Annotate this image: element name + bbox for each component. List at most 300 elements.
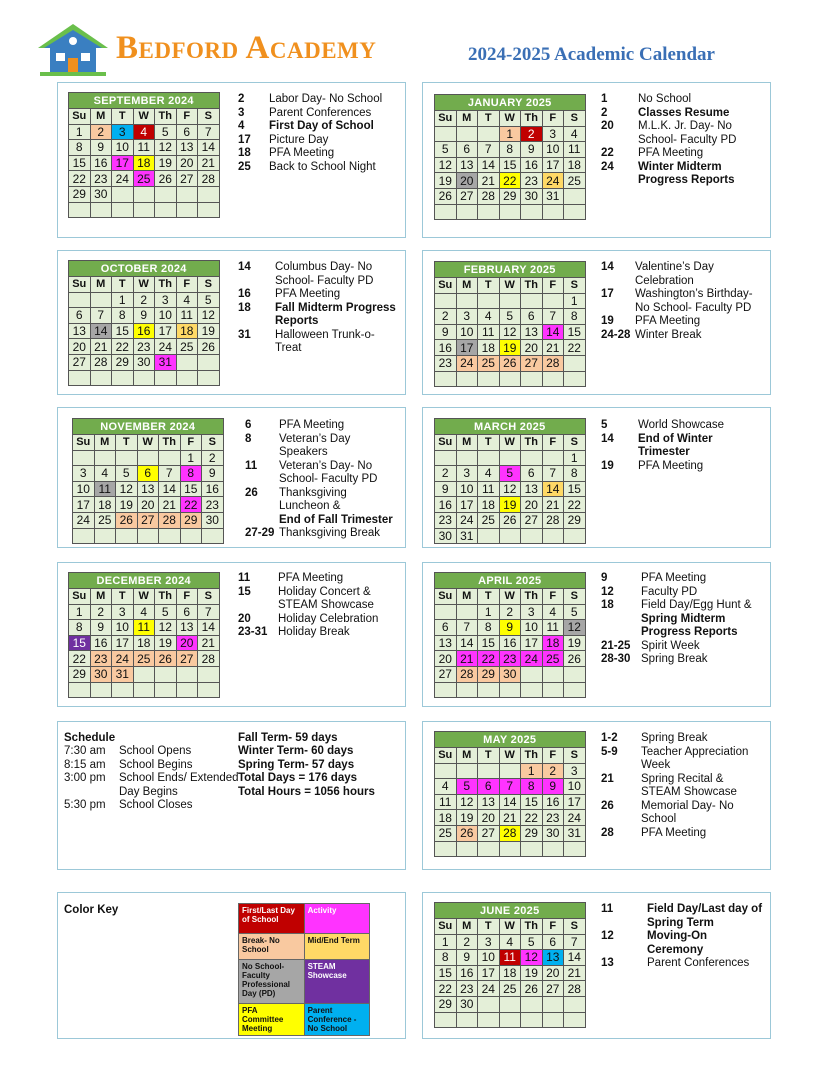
day-cell	[198, 354, 220, 370]
day-cell	[542, 204, 564, 220]
day-cell: 17	[73, 497, 95, 513]
event-text: PFA Meeting	[638, 147, 704, 159]
event-text: Halloween Trunk-o-Treat	[275, 328, 375, 354]
day-cell: 8	[478, 620, 500, 636]
event-date: 9	[601, 572, 608, 584]
day-cell	[499, 293, 521, 309]
schedule-desc: School Closes	[119, 799, 193, 812]
weekday-header: S	[202, 435, 224, 451]
event-item	[238, 120, 398, 134]
weekday-header: M	[456, 435, 478, 451]
day-cell: 12	[155, 620, 177, 636]
day-cell: 29	[499, 188, 521, 204]
day-cell: 19	[499, 497, 521, 513]
event-text: Field Day/Last day of Spring Term	[647, 903, 763, 929]
weekday-header: M	[94, 435, 116, 451]
day-cell: 8	[435, 950, 457, 966]
day-cell: 1	[564, 450, 586, 466]
day-cell: 8	[69, 620, 91, 636]
weekday-header: Th	[521, 748, 543, 764]
day-cell: 17	[521, 635, 543, 651]
weekday-header: F	[180, 435, 202, 451]
day-cell: 30	[202, 512, 224, 528]
event-item	[238, 586, 398, 613]
day-cell	[499, 996, 521, 1012]
day-cell: 30	[499, 666, 521, 682]
day-cell: 25	[499, 981, 521, 997]
day-cell: 29	[564, 512, 586, 528]
event-date: 1-2	[601, 732, 618, 744]
day-cell: 18	[94, 497, 116, 513]
day-cell	[456, 371, 478, 387]
term-line: Fall Term- 59 days	[238, 732, 338, 744]
day-cell: 6	[176, 604, 198, 620]
day-cell: 27	[521, 512, 543, 528]
event-item	[601, 261, 766, 288]
event-date: 4	[238, 120, 245, 132]
day-cell	[133, 202, 155, 218]
day-cell	[478, 1012, 500, 1028]
weekday-header: W	[499, 435, 521, 451]
weekday-header: Su	[69, 277, 91, 293]
day-cell: 4	[478, 466, 500, 482]
calendar-september	[68, 92, 220, 218]
event-date: 11	[245, 459, 258, 472]
brand-name: Bedford Academy	[116, 30, 377, 66]
weekday-header: M	[456, 278, 478, 294]
events-april	[601, 572, 766, 667]
day-cell: 18	[176, 323, 198, 339]
day-cell	[435, 371, 457, 387]
day-cell: 22	[564, 340, 586, 356]
calendar-november	[72, 418, 224, 544]
day-cell: 18	[564, 157, 586, 173]
day-cell: 26	[435, 188, 457, 204]
day-cell: 8	[564, 466, 586, 482]
day-cell: 11	[478, 481, 500, 497]
event-text: Spirit Week	[641, 639, 700, 652]
day-cell: 29	[478, 666, 500, 682]
day-cell: 2	[133, 292, 155, 308]
schedule-row	[64, 799, 239, 812]
day-cell: 16	[90, 155, 112, 171]
weekday-header: Th	[521, 278, 543, 294]
day-cell: 12	[155, 140, 177, 156]
event-date: 21-25	[601, 639, 631, 652]
day-cell: 21	[564, 965, 586, 981]
day-cell	[116, 450, 138, 466]
day-cell: 1	[69, 604, 91, 620]
weekday-header: S	[564, 435, 586, 451]
color-key-item: STEAM Showcase	[304, 960, 369, 1004]
schedule-title: Schedule	[64, 732, 116, 744]
day-cell: 29	[112, 354, 134, 370]
day-cell: 25	[133, 651, 155, 667]
event-item	[245, 514, 395, 528]
day-cell	[176, 682, 198, 698]
weekday-header: S	[564, 748, 586, 764]
events-november	[245, 419, 395, 541]
schedule-row	[64, 772, 239, 799]
event-item	[601, 957, 766, 971]
day-cell: 22	[564, 497, 586, 513]
event-date: 16	[238, 288, 251, 300]
day-cell	[564, 1012, 586, 1028]
schedule-row	[64, 759, 239, 772]
day-cell: 27	[176, 171, 198, 187]
day-cell: 13	[456, 157, 478, 173]
weekday-header: F	[542, 919, 564, 935]
day-cell: 4	[542, 604, 564, 620]
event-date: 14	[601, 432, 614, 445]
day-cell: 13	[435, 635, 457, 651]
event-text: PFA Meeting	[279, 419, 345, 431]
day-cell: 20	[456, 173, 478, 189]
day-cell: 14	[564, 950, 586, 966]
day-cell: 23	[499, 651, 521, 667]
day-cell	[499, 841, 521, 857]
month-name: SEPTEMBER 2024	[69, 93, 220, 109]
day-cell: 15	[69, 155, 91, 171]
event-date: 1	[601, 93, 608, 105]
day-cell	[112, 682, 134, 698]
day-cell	[499, 682, 521, 698]
day-cell: 2	[202, 450, 224, 466]
schedule	[64, 732, 239, 812]
day-cell	[435, 763, 457, 779]
weekday-header: Su	[73, 435, 95, 451]
event-item	[601, 161, 766, 188]
day-cell	[478, 126, 500, 142]
day-cell: 24	[542, 173, 564, 189]
day-cell: 17	[112, 635, 134, 651]
day-cell	[521, 841, 543, 857]
day-cell	[564, 188, 586, 204]
day-cell: 24	[478, 981, 500, 997]
day-cell	[435, 204, 457, 220]
event-date: 17	[601, 288, 614, 300]
day-cell: 24	[155, 339, 177, 355]
weekday-header: M	[90, 589, 112, 605]
day-cell: 24	[112, 651, 134, 667]
weekday-header: W	[499, 278, 521, 294]
day-cell: 12	[435, 157, 457, 173]
day-cell: 9	[90, 620, 112, 636]
day-cell: 14	[90, 323, 112, 339]
day-cell	[456, 1012, 478, 1028]
day-cell	[155, 202, 177, 218]
day-cell: 7	[456, 620, 478, 636]
day-cell: 17	[155, 323, 177, 339]
event-date: 11	[601, 903, 614, 915]
day-cell	[435, 126, 457, 142]
day-cell: 22	[478, 651, 500, 667]
day-cell: 15	[112, 323, 134, 339]
weekday-header: W	[137, 435, 159, 451]
weekday-header: F	[542, 111, 564, 127]
day-cell	[73, 450, 95, 466]
weekday-header: S	[564, 278, 586, 294]
event-item	[601, 732, 766, 746]
day-cell	[112, 186, 134, 202]
event-item	[601, 827, 766, 841]
event-item	[601, 460, 766, 474]
day-cell: 9	[202, 466, 224, 482]
event-text: Valentine’s Day Celebration	[635, 261, 714, 287]
day-cell	[69, 292, 91, 308]
day-cell: 6	[69, 308, 91, 324]
event-date	[601, 613, 641, 640]
day-cell: 5	[198, 292, 220, 308]
day-cell	[180, 528, 202, 544]
day-cell: 29	[69, 186, 91, 202]
day-cell: 24	[456, 512, 478, 528]
day-cell: 14	[499, 794, 521, 810]
day-cell: 2	[499, 604, 521, 620]
day-cell: 4	[499, 934, 521, 950]
event-text: End of Winter Trimester	[638, 432, 713, 458]
event-item	[601, 572, 766, 586]
day-cell	[435, 450, 457, 466]
day-cell: 3	[521, 604, 543, 620]
term-summary	[238, 732, 375, 799]
day-cell: 5	[499, 466, 521, 482]
event-date: 18	[238, 301, 251, 314]
day-cell	[112, 370, 134, 386]
day-cell	[521, 371, 543, 387]
day-cell	[478, 841, 500, 857]
event-date: 26	[601, 799, 614, 812]
day-cell	[456, 126, 478, 142]
day-cell	[478, 371, 500, 387]
day-cell	[542, 450, 564, 466]
day-cell: 28	[478, 188, 500, 204]
day-cell: 16	[133, 323, 155, 339]
event-text: Holiday Celebration	[278, 612, 379, 625]
day-cell: 24	[564, 810, 586, 826]
event-text: PFA Meeting	[635, 315, 701, 327]
day-cell: 9	[435, 324, 457, 340]
event-text: Spring Break	[641, 732, 708, 744]
day-cell: 23	[456, 981, 478, 997]
month-name: MAY 2025	[435, 732, 586, 748]
month-name: FEBRUARY 2025	[435, 262, 586, 278]
day-cell	[176, 666, 198, 682]
day-cell: 15	[180, 481, 202, 497]
day-cell: 11	[94, 481, 116, 497]
day-cell	[456, 604, 478, 620]
day-cell	[155, 186, 177, 202]
calendar-march	[434, 418, 586, 544]
day-cell: 19	[521, 965, 543, 981]
event-item	[245, 433, 395, 460]
day-cell: 6	[137, 466, 159, 482]
color-key-item: Break- No School	[239, 934, 305, 960]
weekday-header: F	[542, 748, 564, 764]
day-cell	[521, 666, 543, 682]
events-february	[601, 261, 766, 342]
day-cell: 5	[155, 604, 177, 620]
day-cell: 28	[542, 355, 564, 371]
day-cell: 7	[198, 124, 220, 140]
day-cell: 12	[456, 794, 478, 810]
day-cell	[478, 293, 500, 309]
weekday-header: Th	[521, 435, 543, 451]
event-text: Thanksgiving Break	[279, 527, 380, 539]
day-cell: 24	[112, 171, 134, 187]
day-cell	[478, 204, 500, 220]
month-name: MARCH 2025	[435, 419, 586, 435]
event-item	[601, 586, 766, 600]
day-cell: 7	[90, 308, 112, 324]
day-cell: 12	[198, 308, 220, 324]
day-cell: 20	[478, 810, 500, 826]
day-cell: 13	[521, 324, 543, 340]
event-text: Holiday Concert & STEAM Showcase	[278, 585, 374, 611]
day-cell: 3	[456, 309, 478, 325]
day-cell: 18	[133, 635, 155, 651]
weekday-header: W	[133, 277, 155, 293]
day-cell: 27	[456, 188, 478, 204]
day-cell: 18	[542, 635, 564, 651]
day-cell: 21	[542, 497, 564, 513]
day-cell	[112, 202, 134, 218]
day-cell: 10	[456, 481, 478, 497]
day-cell: 19	[435, 173, 457, 189]
event-date: 2	[601, 106, 608, 119]
day-cell: 28	[198, 651, 220, 667]
day-cell	[435, 293, 457, 309]
event-item	[601, 800, 766, 827]
weekday-header: T	[112, 277, 134, 293]
day-cell: 27	[176, 651, 198, 667]
event-text: PFA Meeting	[278, 572, 344, 584]
calendar-december	[68, 572, 220, 698]
day-cell: 26	[155, 651, 177, 667]
event-date: 18	[601, 599, 614, 611]
day-cell: 9	[521, 142, 543, 158]
day-cell: 9	[133, 308, 155, 324]
day-cell: 6	[521, 309, 543, 325]
day-cell: 22	[180, 497, 202, 513]
events-september	[238, 93, 398, 174]
day-cell: 10	[478, 950, 500, 966]
day-cell: 14	[198, 140, 220, 156]
day-cell	[542, 841, 564, 857]
event-date: 27-29	[245, 527, 275, 539]
event-text: Spring Recital & STEAM Showcase	[641, 772, 737, 798]
day-cell: 25	[133, 171, 155, 187]
day-cell: 26	[456, 825, 478, 841]
day-cell: 29	[69, 666, 91, 682]
day-cell: 28	[456, 666, 478, 682]
day-cell: 5	[499, 309, 521, 325]
day-cell: 1	[499, 126, 521, 142]
event-text: Spring Break	[641, 653, 708, 665]
event-text: Thanksgiving Luncheon &	[279, 486, 347, 512]
day-cell: 16	[542, 794, 564, 810]
day-cell: 26	[499, 355, 521, 371]
day-cell	[456, 682, 478, 698]
day-cell: 13	[176, 620, 198, 636]
day-cell	[542, 1012, 564, 1028]
weekday-header: Th	[159, 435, 181, 451]
month-name: NOVEMBER 2024	[73, 419, 224, 435]
day-cell: 10	[542, 142, 564, 158]
day-cell	[90, 202, 112, 218]
event-date: 20	[238, 612, 251, 625]
event-item	[601, 613, 766, 640]
term-line: Total Hours = 1056 hours	[238, 785, 375, 798]
color-key-item: Mid/End Term	[304, 934, 369, 960]
event-item	[245, 487, 395, 514]
day-cell	[521, 996, 543, 1012]
day-cell: 22	[435, 981, 457, 997]
weekday-header: T	[112, 109, 134, 125]
event-item	[601, 315, 766, 329]
day-cell	[478, 528, 500, 544]
day-cell	[137, 528, 159, 544]
month-name: APRIL 2025	[435, 573, 586, 589]
day-cell	[564, 371, 586, 387]
events-june	[601, 903, 766, 971]
day-cell: 4	[176, 292, 198, 308]
day-cell: 28	[564, 981, 586, 997]
day-cell: 5	[435, 142, 457, 158]
day-cell	[521, 682, 543, 698]
calendar-may	[434, 731, 586, 857]
day-cell: 4	[564, 126, 586, 142]
day-cell	[456, 841, 478, 857]
day-cell: 20	[542, 965, 564, 981]
day-cell	[435, 682, 457, 698]
day-cell	[542, 371, 564, 387]
day-cell: 31	[542, 188, 564, 204]
day-cell: 30	[90, 666, 112, 682]
day-cell: 3	[456, 466, 478, 482]
day-cell	[198, 186, 220, 202]
event-text: Back to School Night	[269, 160, 376, 173]
day-cell: 24	[456, 355, 478, 371]
events-october	[238, 261, 398, 356]
day-cell: 23	[435, 355, 457, 371]
schedule-desc: School Ends/ Extended Day Begins	[119, 772, 239, 798]
day-cell: 24	[73, 512, 95, 528]
day-cell: 27	[521, 355, 543, 371]
weekday-header: W	[499, 589, 521, 605]
day-cell: 26	[521, 981, 543, 997]
day-cell: 14	[478, 157, 500, 173]
event-item	[601, 746, 766, 773]
day-cell	[542, 293, 564, 309]
day-cell: 15	[435, 965, 457, 981]
schedule-desc: School Begins	[119, 758, 193, 771]
day-cell: 27	[137, 512, 159, 528]
day-cell: 20	[521, 497, 543, 513]
event-item	[601, 107, 766, 121]
event-text: Veteran’s Day Speakers	[279, 432, 351, 458]
day-cell: 18	[478, 497, 500, 513]
day-cell: 14	[542, 481, 564, 497]
color-key-item: First/Last Day of School	[239, 904, 305, 934]
event-date: 25	[238, 160, 251, 173]
color-key-item: PFA Committee Meeting	[239, 1004, 305, 1036]
day-cell: 16	[521, 157, 543, 173]
day-cell: 12	[564, 620, 586, 636]
schedule-time: 7:30 am	[64, 745, 106, 758]
term-line: Spring Term- 57 days	[238, 758, 355, 771]
day-cell: 6	[456, 142, 478, 158]
